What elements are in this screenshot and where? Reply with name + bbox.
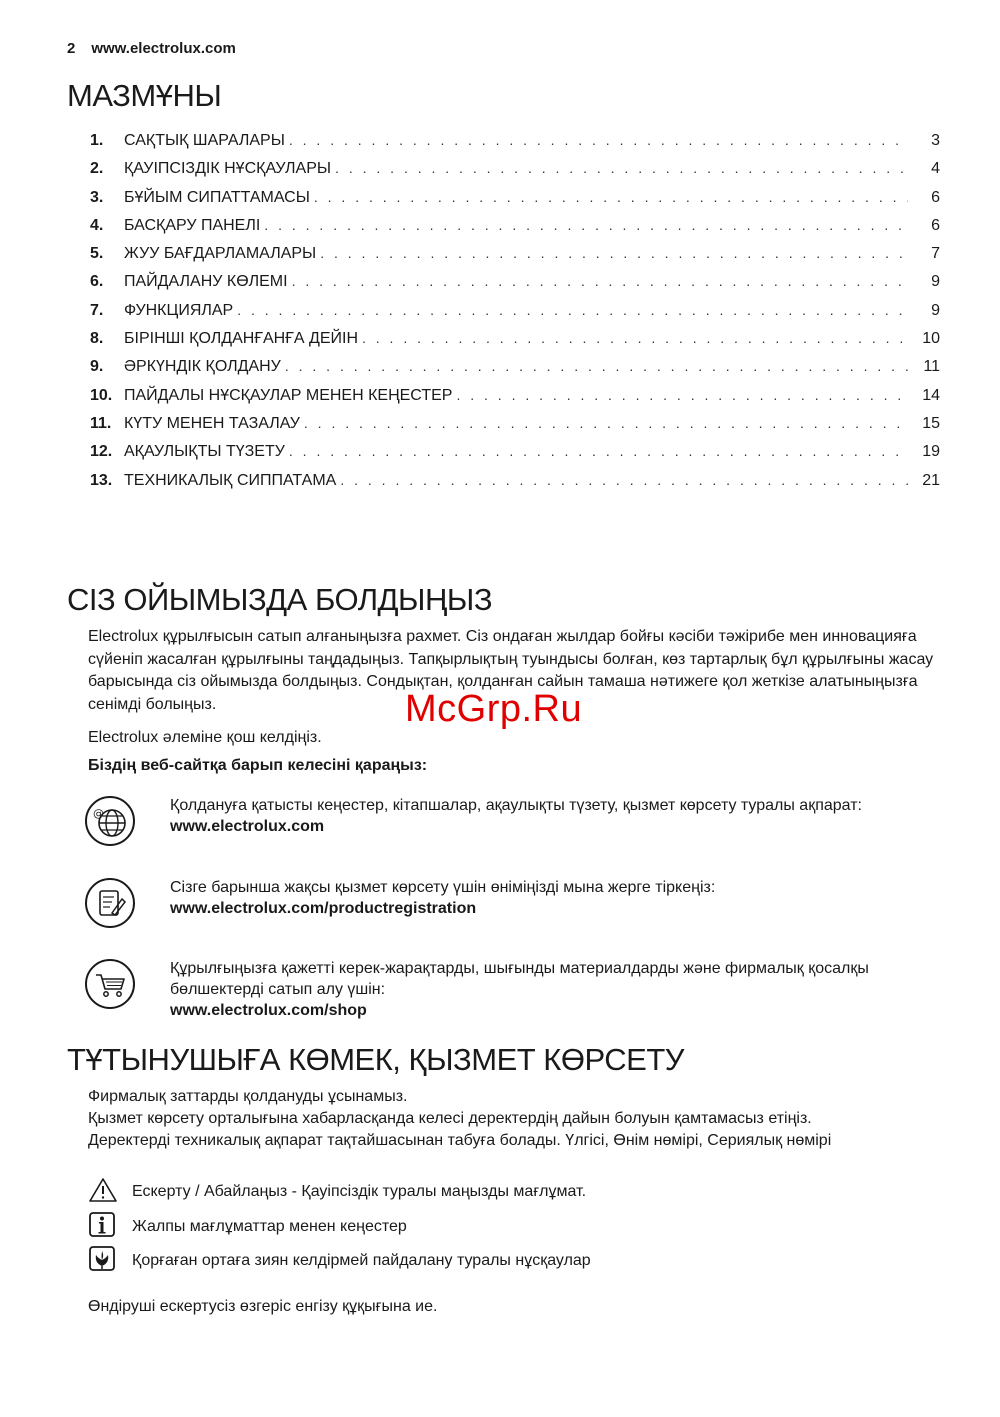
support-info-text <box>170 795 950 837</box>
toc-item-label: САҚТЫҚ ШАРАЛАРЫ <box>124 132 285 149</box>
shop-text <box>170 958 950 1021</box>
page-number: 2 <box>67 40 76 57</box>
toc-item-page: 6 <box>931 188 940 206</box>
toc-item-label: ЖУУ БАҒДАРЛАМАЛАРЫ <box>124 245 317 263</box>
toc-item-page: 15 <box>922 414 940 432</box>
toc-item-number: 11. <box>90 414 112 432</box>
toc-leader-dots <box>264 217 908 233</box>
toc-item-page: 10 <box>922 330 940 348</box>
toc-item-page: 4 <box>931 160 940 178</box>
manufacturer-note: Өндіруші ескертусіз өзгеріс енгізу құқығына ие. <box>88 1298 438 1315</box>
toc-item[interactable] <box>90 472 940 500</box>
shop-description: Құрылғыңызға қажетті керек-жарақтарды, шығынды материалдарды және фирмалық қосалқы бөлшектерді сатып алу үшін: <box>170 960 869 998</box>
support-line: Деректерді техникалық ақпарат тақтайшасынан табуға болады. Үлгісі, Өнім нөмірі, Сериялық нөмірі <box>88 1132 832 1149</box>
toc-item-number: 3. <box>90 188 104 206</box>
toc-item-label: БҰЙЫМ СИПАТТАМАСЫ <box>124 188 310 206</box>
toc-item[interactable] <box>90 330 940 358</box>
support-title: ТҰТЫНУШЫҒА КӨМЕК, ҚЫЗМЕТ КӨРСЕТУ <box>67 1042 684 1077</box>
toc-item-label: ӘРКҮНДІК ҚОЛДАНУ <box>124 358 281 376</box>
toc-item-page: 9 <box>931 273 940 291</box>
welcome-greeting: Electrolux әлеміне қош келдіңіз. <box>88 729 322 746</box>
shopping-cart-icon <box>84 958 136 1010</box>
toc-item-number: 2. <box>90 160 104 178</box>
support-line: Фирмалық заттарды қолдануды ұсынамыз. <box>88 1088 408 1105</box>
toc-item-number: 7. <box>90 301 104 319</box>
toc-item[interactable] <box>90 217 940 245</box>
toc-item-number: 8. <box>90 330 104 348</box>
toc-item-label: ФУНКЦИЯЛАР <box>124 301 234 319</box>
svg-text:@: @ <box>93 807 104 820</box>
watermark: McGrp.Ru <box>405 688 583 730</box>
toc-leader-dots <box>304 415 908 431</box>
toc-item-number: 10. <box>90 386 113 404</box>
support-info-description: Қолдануға қатысты кеңестер, кітапшалар, ақаулықты түзету, қызмет көрсету туралы ақпарат: <box>170 797 862 814</box>
page-header <box>67 40 236 57</box>
toc-leader-dots <box>314 189 908 205</box>
toc-item-page: 19 <box>922 443 940 461</box>
shop-link[interactable]: www.electrolux.com/shop <box>170 1002 367 1019</box>
legend-environment-text: Қорғаған ортаға зиян келдірмей пайдалану туралы нұсқаулар <box>132 1252 591 1269</box>
product-registration-text <box>170 877 950 919</box>
toc-leader-dots <box>237 302 908 318</box>
toc-item[interactable] <box>90 132 940 160</box>
toc-item[interactable] <box>90 245 940 273</box>
toc-item-number: 6. <box>90 273 104 291</box>
toc-item-number: 12. <box>90 443 113 461</box>
toc-item[interactable] <box>90 358 940 386</box>
toc-item-page: 7 <box>931 245 940 263</box>
toc-item-label: ПАЙДАЛАНУ КӨЛЕМІ <box>124 273 288 291</box>
warning-icon <box>88 1177 118 1203</box>
toc-item[interactable] <box>90 160 940 188</box>
welcome-paragraph: Electrolux құрылғысын сатып алғаныңызға рахмет. Сіз ондаған жылдар бойғы кәсіби тәжірибе мен инновацияға сүйеніп жасалған құрылғыны таңдадыңыз. Тапқырлықтың туындысы болған, көз тартарлық бұл құрылғыны жасау барысында сіз ойымызда болдыңыз. Сондықтан, қолданған сайын тамаша нәтижеге қол жеткізе алатыныңызға сенімді болыңыз. <box>88 628 934 713</box>
support-line: Қызмет көрсету орталығына хабарласқанда келесі деректердің дайын болуын қамтамасыз етіңіз. <box>88 1110 812 1127</box>
toc-item-number: 9. <box>90 358 104 376</box>
toc-item-label: АҚАУЛЫҚТЫ ТҮЗЕТУ <box>124 443 285 461</box>
toc-item[interactable] <box>90 387 940 415</box>
toc-leader-dots <box>292 273 908 289</box>
toc-item-number: 1. <box>90 132 104 149</box>
toc-leader-dots <box>362 330 908 346</box>
toc-leader-dots <box>289 132 908 148</box>
product-registration-description: Сізге барынша жақсы қызмет көрсету үшін өніміңізді мына жерге тіркеңіз: <box>170 879 716 896</box>
toc-item-page: 21 <box>922 471 940 489</box>
toc-leader-dots <box>335 160 908 176</box>
visit-website-label: Біздің веб-сайтқа барып келесіні қараңыз: <box>88 757 428 774</box>
header-site-link[interactable]: www.electrolux.com <box>91 40 236 57</box>
toc-item-label: ПАЙДАЛЫ НҰСҚАУЛАР МЕНЕН КЕҢЕСТЕР <box>124 386 453 404</box>
product-registration-link[interactable]: www.electrolux.com/productregistration <box>170 900 477 917</box>
legend-info-text: Жалпы мағлұматтар менен кеңестер <box>132 1218 407 1235</box>
toc-item-label: КҮТУ МЕНЕН ТАЗАЛАУ <box>124 414 300 432</box>
toc-leader-dots <box>320 245 908 261</box>
info-icon <box>88 1212 118 1238</box>
toc-title: МАЗМҰНЫ <box>67 78 222 113</box>
toc-item-label: БАСҚАРУ ПАНЕЛІ <box>124 216 261 234</box>
toc-leader-dots <box>456 387 908 403</box>
toc-item[interactable] <box>90 443 940 471</box>
support-paragraph <box>88 1086 948 1152</box>
toc-item[interactable] <box>90 302 940 330</box>
toc-item-label: ҚАУІПСІЗДІК НҰСҚАУЛАРЫ <box>124 160 332 178</box>
toc-item-page: 3 <box>931 132 940 149</box>
legend-warning-text: Ескерту / Абайлаңыз - Қауіпсіздік туралы маңызды мағлұмат. <box>132 1183 587 1200</box>
environment-icon <box>88 1246 118 1272</box>
welcome-title: СІЗ ОЙЫМЫЗДА БОЛДЫҢЫЗ <box>67 582 493 617</box>
toc-item[interactable] <box>90 273 940 301</box>
toc-item-page: 11 <box>923 358 940 376</box>
support-link[interactable]: www.electrolux.com <box>170 818 325 835</box>
toc-item-number: 4. <box>90 216 104 234</box>
table-of-contents <box>90 132 940 500</box>
toc-item[interactable] <box>90 189 940 217</box>
toc-item-number: 5. <box>90 245 104 263</box>
toc-item-label: БІРІНШІ ҚОЛДАНҒАНҒА ДЕЙІН <box>124 330 358 348</box>
toc-item-page: 6 <box>931 216 940 234</box>
toc-leader-dots <box>340 472 908 488</box>
registration-icon <box>84 877 136 929</box>
globe-icon <box>84 795 136 847</box>
toc-item-label: ТЕХНИКАЛЫҚ СИППАТАМА <box>124 471 337 489</box>
toc-item-number: 13. <box>90 471 113 489</box>
toc-item-page: 14 <box>922 386 940 404</box>
toc-leader-dots <box>285 358 908 374</box>
toc-leader-dots <box>289 443 908 459</box>
toc-item-page: 9 <box>931 301 940 319</box>
toc-item[interactable] <box>90 415 940 443</box>
